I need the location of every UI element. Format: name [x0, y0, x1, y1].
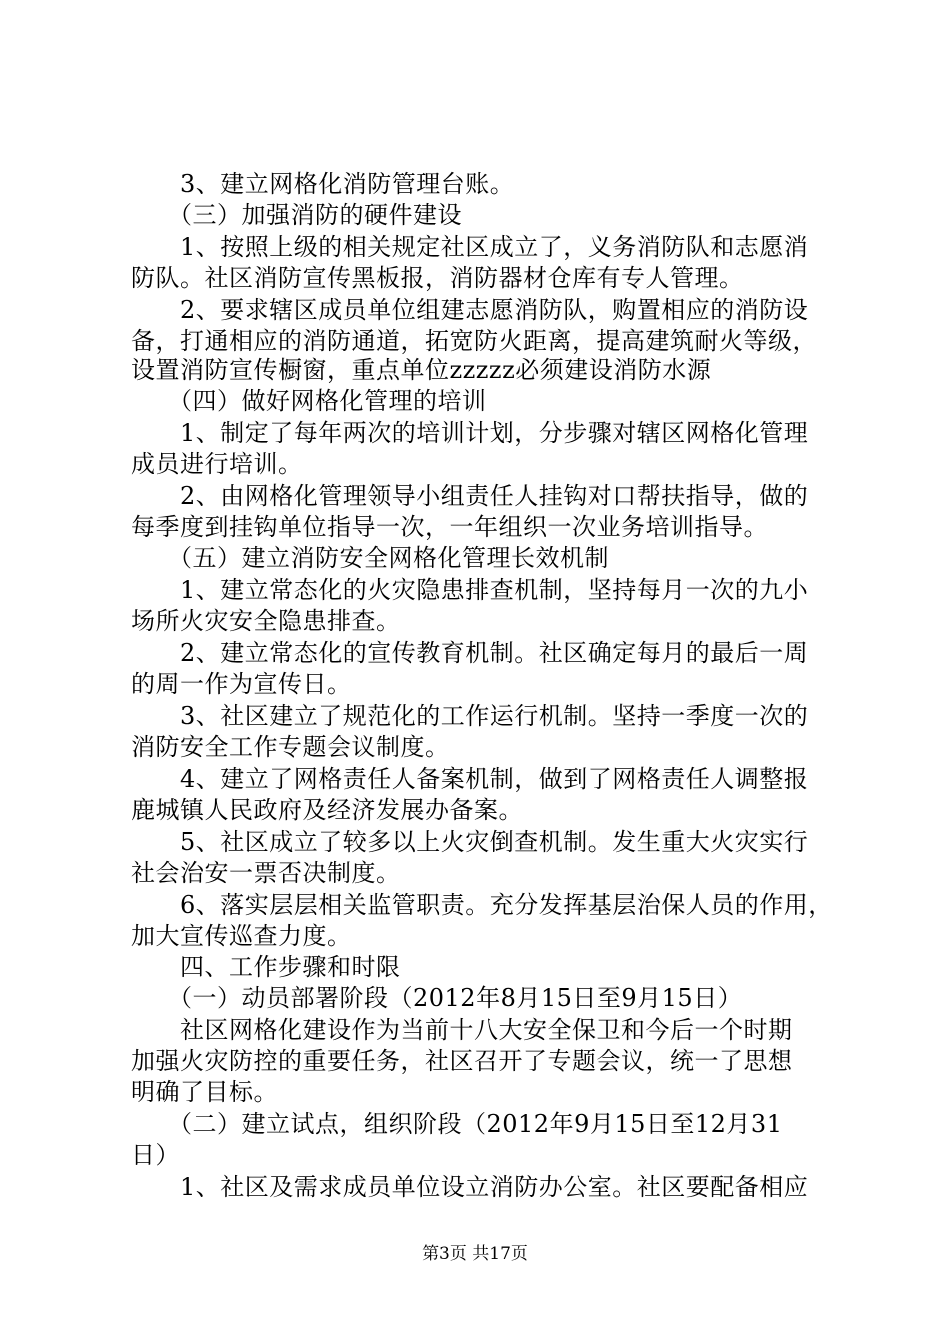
text-line: 设置消防宣传橱窗，重点单位zzzzz必须建设消防水源 — [131, 356, 712, 384]
text-line: 备，打通相应的消防通道，拓宽防火距离，提高建筑耐火等级， — [131, 327, 817, 355]
text-line: 5、社区成立了较多以上火灾倒查机制。发生重大火灾实行 — [131, 828, 809, 856]
text-line: （五）建立消防安全网格化管理长效机制 — [131, 544, 609, 572]
text-line: 6、落实层层相关监管职责。充分发挥基层治保人员的作用， — [131, 891, 833, 919]
text-line: 鹿城镇人民政府及经济发展办备案。 — [131, 796, 523, 824]
text-line: （二）建立试点，组织阶段（2012年9月15日至12月31 — [131, 1110, 783, 1138]
text-line: 明确了目标。 — [131, 1078, 278, 1106]
text-line: 消防安全工作专题会议制度。 — [131, 733, 450, 761]
text-line: 1、社区及需求成员单位设立消防办公室。社区要配备相应 — [131, 1173, 809, 1201]
text-line: 1、按照上级的相关规定社区成立了，义务消防队和志愿消 — [131, 233, 809, 261]
text-line: 防队。社区消防宣传黑板报，消防器材仓库有专人管理。 — [131, 264, 744, 292]
text-line: 社会治安一票否决制度。 — [131, 859, 401, 887]
page-number: 第3页 共17页 — [422, 1244, 528, 1264]
text-line: 1、制定了每年两次的培训计划，分步骤对辖区网格化管理 — [131, 419, 809, 447]
text-line: （四）做好网格化管理的培训 — [131, 387, 487, 415]
text-line: 成员进行培训。 — [131, 450, 303, 478]
text-line: 每季度到挂钩单位指导一次，一年组织一次业务培训指导。 — [131, 513, 768, 541]
text-line: 4、建立了网格责任人备案机制，做到了网格责任人调整报 — [131, 765, 809, 793]
text-line: 加大宣传巡查力度。 — [131, 922, 352, 950]
text-line: 日） — [131, 1141, 180, 1169]
text-line: 2、由网格化管理领导小组责任人挂钩对口帮扶指导，做的 — [131, 482, 809, 510]
document-body — [131, 170, 836, 1202]
text-line: 场所火灾安全隐患排查。 — [131, 607, 401, 635]
text-line: 四、工作步骤和时限 — [131, 953, 401, 981]
text-line: 2、建立常态化的宣传教育机制。社区确定每月的最后一周 — [131, 639, 809, 667]
page-footer — [0, 1244, 950, 1264]
text-line: 1、建立常态化的火灾隐患排查机制，坚持每月一次的九小 — [131, 576, 809, 604]
text-line: （一）动员部署阶段（2012年8月15日至9月15日） — [131, 984, 743, 1012]
text-line: 3、社区建立了规范化的工作运行机制。坚持一季度一次的 — [131, 702, 809, 730]
text-line: 社区网格化建设作为当前十八大安全保卫和今后一个时期 — [131, 1016, 793, 1044]
text-line: 2、要求辖区成员单位组建志愿消防队，购置相应的消防设 — [131, 296, 809, 324]
text-line: 3、建立网格化消防管理台账。 — [131, 170, 515, 198]
text-line: 加强火灾防控的重要任务，社区召开了专题会议，统一了思想 — [131, 1047, 793, 1075]
text-line: 的周一作为宣传日。 — [131, 670, 352, 698]
text-line: （三）加强消防的硬件建设 — [131, 201, 462, 229]
